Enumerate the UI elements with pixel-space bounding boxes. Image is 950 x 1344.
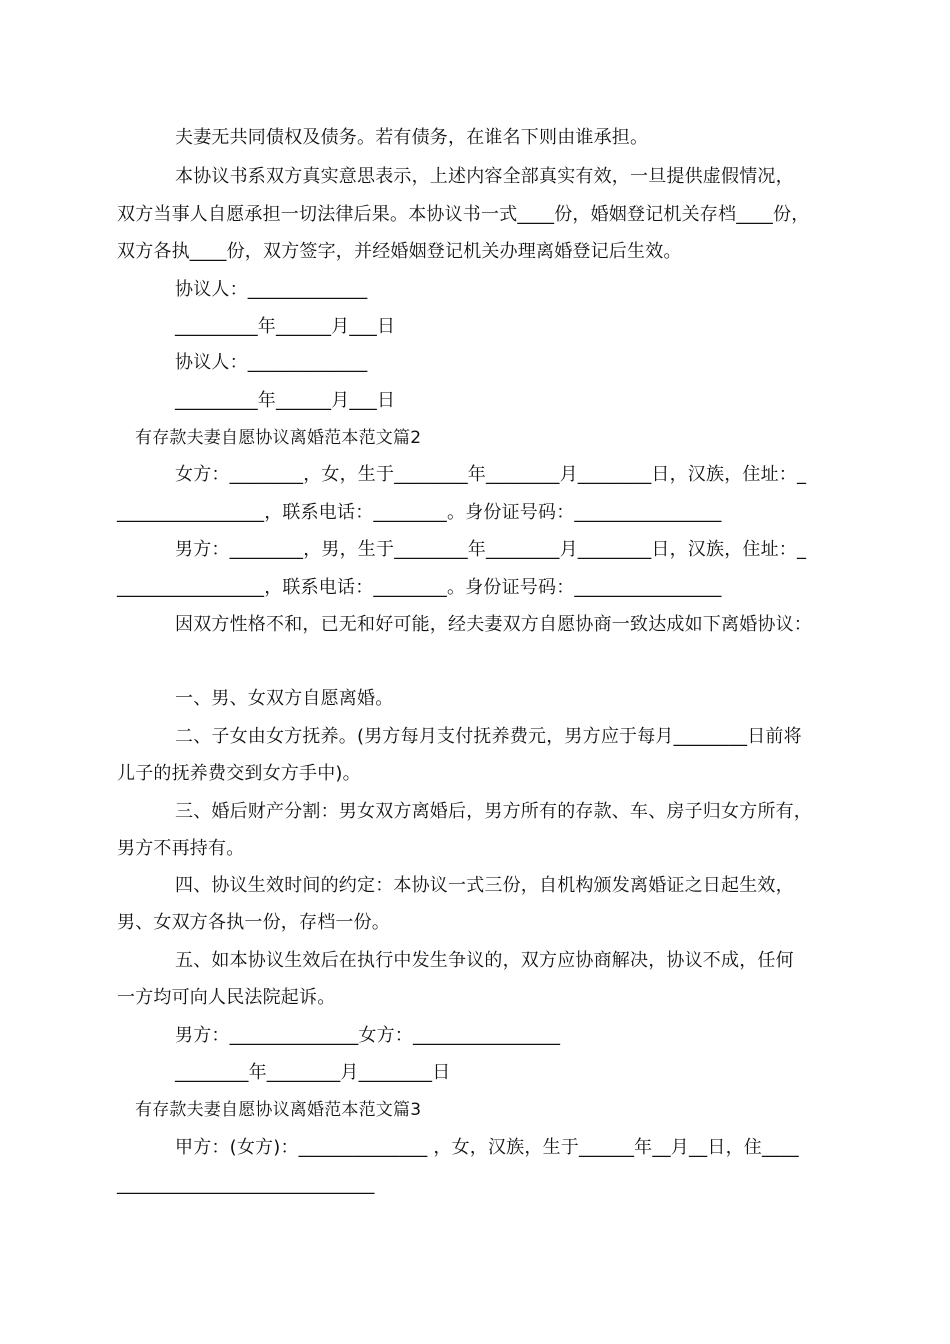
text-line: 夫妻无共同债权及债务。若有债务，在谁名下则由谁承担。	[175, 127, 649, 148]
text-line: 双方当事人自愿承担一切法律后果。本协议书一式____份，婚姻登记机关存档____份，	[117, 204, 810, 225]
text-line: 双方各执____份，双方签字，并经婚姻登记机关办理离婚登记后生效。	[117, 241, 682, 262]
text-line: 本协议书系双方真实意思表示，上述内容全部真实有效，一旦提供虚假情况，	[175, 166, 794, 187]
text-line: 儿子的抚养费交到女方手中)。	[117, 763, 361, 784]
text-line: 男、女双方各执一份，存档一份。	[117, 912, 390, 933]
text-line: ________________，联系电话：________。身份证号码：________________	[117, 577, 722, 598]
date-line: _________年______月___日	[175, 316, 396, 337]
text-line: ____________________________	[117, 1174, 375, 1195]
signature-line: 协议人：_____________	[175, 279, 368, 300]
text-line: 男方：________，男，生于________年________月________日，汉族，住址：_	[175, 539, 807, 560]
text-line: 一、男、女双方自愿离婚。	[175, 688, 394, 709]
text-line: 因双方性格不和，已无和好可能，经夫妻双方自愿协商一致达成如下离婚协议：	[175, 614, 812, 635]
signature-line: 男方：______________女方：________________	[175, 1025, 561, 1046]
text-line: 五、如本协议生效后在执行中发生争议的，双方应协商解决，协议不成，任何	[175, 950, 794, 971]
text-line: ________________，联系电话：________。身份证号码：________________	[117, 502, 722, 523]
text-line: 一方均可向人民法院起诉。	[117, 987, 336, 1008]
text-line: 女方：________，女，生于________年________月________日，汉族，住址：_	[175, 464, 807, 485]
text-line: 四、协议生效时间的约定：本协议一式三份，自机构颁发离婚证之日起生效，	[175, 875, 794, 896]
text-line: 三、婚后财产分割：男女双方离婚后，男方所有的存款、车、房子归女方所有，	[175, 801, 812, 822]
date-line: ________年________月________日	[175, 1062, 451, 1083]
text-line: 甲方：(女方)：______________ ，女，汉族，生于______年__月__日，住____	[175, 1137, 799, 1158]
section-heading: 有存款夫妻自愿协议离婚范本范文篇3	[135, 1100, 422, 1120]
text-line: 二、子女由女方抚养。(男方每月支付抚养费元，男方应于每月________日前将	[175, 726, 802, 747]
text-line: 男方不再持有。	[117, 838, 245, 859]
signature-line: 协议人：_____________	[175, 352, 368, 373]
date-line: _________年______月___日	[175, 390, 396, 411]
section-heading: 有存款夫妻自愿协议离婚范本范文篇2	[135, 428, 422, 448]
